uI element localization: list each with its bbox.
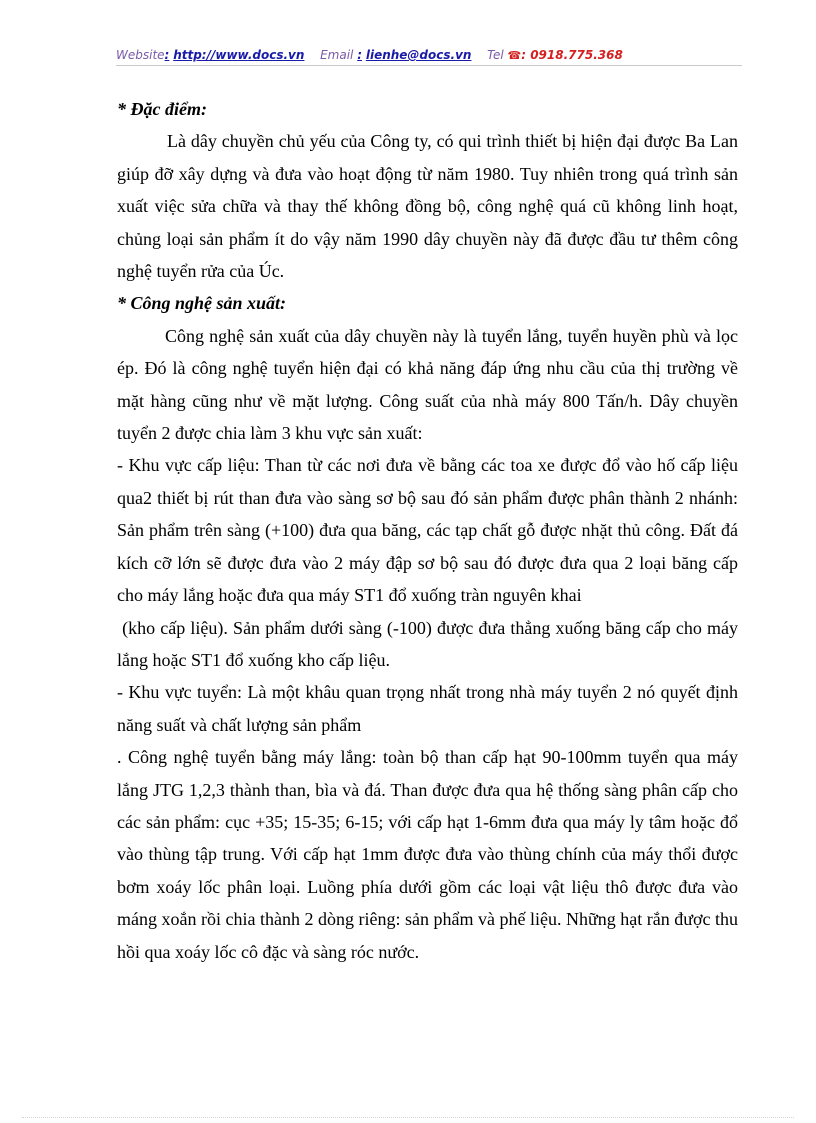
page-header — [116, 46, 741, 66]
telephone-icon: ☎ — [507, 49, 522, 62]
paragraph-technology: Công nghệ sản xuất của dây chuyền này là tuyển lắng, tuyển huyền phù và lọc ép. Đó là công nghệ tuyển hiện đại có khả năng đáp ứng nhu cầu của thị trường về mặt hàng cũng như về mặt lượng. Công suất của nhà máy 800 Tấn/h. Dây chuyền tuyển 2 được chia làm 3 khu vực sản xuất: — [117, 325, 738, 444]
email-link[interactable]: lienhe@docs.vn — [365, 48, 472, 62]
heading-features: * Đặc điểm: — [117, 99, 207, 119]
email-label: Email — [320, 48, 354, 62]
email-colon: : — [357, 48, 363, 62]
website-colon: : — [164, 48, 170, 62]
tel-label: Tel — [487, 48, 504, 62]
paragraph-features: Là dây chuyền chủ yếu của Công ty, có qui trình thiết bị hiện đại được Ba Lan giúp đỡ xây dựng và đưa vào hoạt động từ năm 1980. Tuy nhiên trong quá trình sản xuất việc sửa chữa và thay thế không đồng bộ, công nghệ quá cũ không linh hoạt, chủng loại sản phẩm ít do vậy năm 1990 dây chuyền này đã được đầu tư thêm công nghệ tuyển rửa của Úc. — [117, 131, 738, 282]
paragraph-feed-area-cont: (kho cấp liệu). Sản phẩm dưới sàng (-100) được đưa thẳng xuống băng cấp cho máy lắng hoặc ST1 đổ xuống kho cấp liệu. — [117, 617, 743, 670]
footer-divider — [22, 1117, 794, 1118]
header-divider — [116, 65, 742, 66]
document-body — [117, 93, 743, 968]
website-link[interactable]: http://www.docs.vn — [173, 48, 305, 62]
heading-technology: * Công nghệ sản xuất: — [117, 293, 287, 314]
paragraph-jig-technology: . Công nghệ tuyển bằng máy lắng: toàn bộ than cấp hạt 90-100mm tuyển qua máy lắng JTG 1,2,3 thành than, bìa và đá. Than được đưa qua hệ thống sàng phân cấp cho các sản phẩm: cục +35; 15-35; 6-15; với cấp hạt 1-6mm đưa qua máy ly tâm hoặc đổ vào thùng tập trung. Với cấp hạt 1mm được đưa vào thùng chính của máy thổi được bơm xoáy lốc phân loại. Luồng phía dưới gồm các loại vật liệu thô được đưa vào máng xoắn rồi chia thành 2 dòng riêng: sản phẩm và phế liệu. Những hạt rắn được thu hồi qua xoáy lốc cô đặc và sàng róc nước. — [117, 747, 738, 962]
paragraph-feed-area: - Khu vực cấp liệu: Than từ các nơi đưa về bằng các toa xe được đổ vào hố cấp liệu qua2 thiết bị rút than đưa vào sàng sơ bộ sau đó sản phẩm được phân thành 2 nhánh: Sản phẩm trên sàng (+100) đưa qua băng, các tạp chất gỗ được nhặt thủ công. Đất đá kích cỡ lớn sẽ được đưa vào 2 máy đập sơ bộ sau đó được đưa qua 2 loại băng cấp cho máy lắng hoặc đưa qua máy ST1 đổ xuống tràn nguyên khai — [117, 455, 738, 606]
paragraph-selection-area: - Khu vực tuyển: Là một khâu quan trọng nhất trong nhà máy tuyển 2 nó quyết định năng suất và chất lượng sản phẩm — [117, 682, 738, 735]
phone-number: : 0918.775.368 — [521, 48, 623, 62]
website-label: Website — [116, 48, 165, 62]
